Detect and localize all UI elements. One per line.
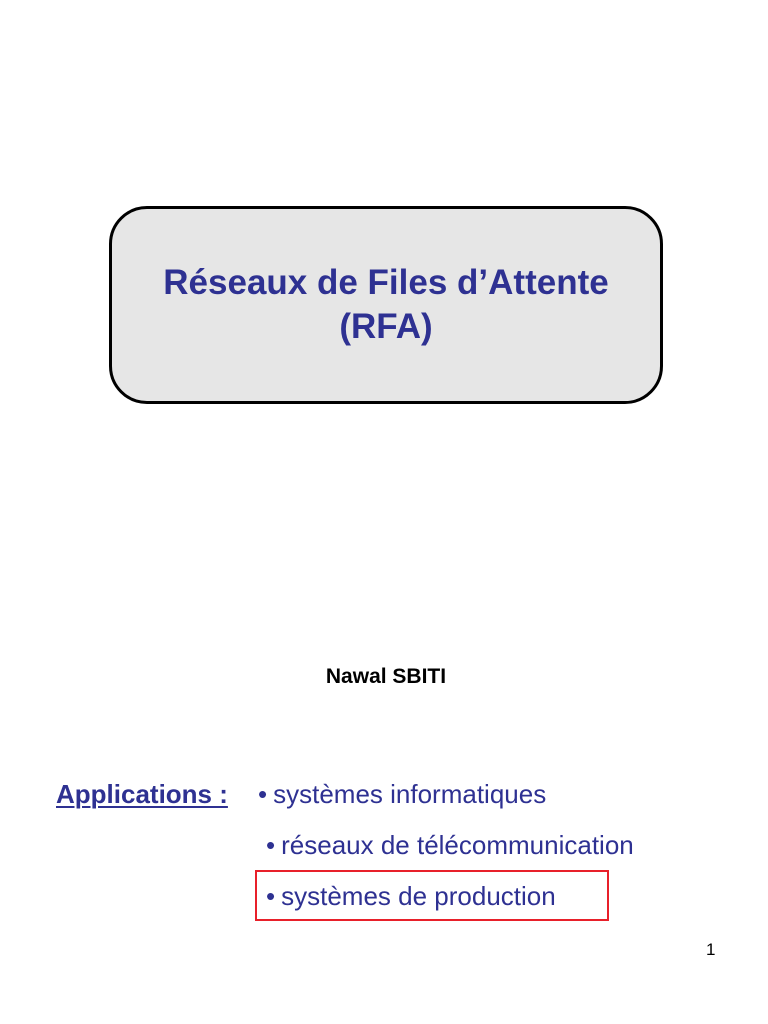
author-name: Nawal SBITI: [325, 665, 447, 688]
slide-title-line-2: (RFA): [339, 307, 433, 346]
application-item: [266, 829, 634, 861]
application-item: [258, 778, 546, 810]
application-item-label: systèmes de production: [281, 881, 556, 911]
application-item-highlighted: [266, 880, 556, 912]
slide-title-line-1: Réseaux de Files d’Attente: [163, 263, 609, 302]
title-box: [109, 206, 663, 404]
applications-label: Applications :: [56, 779, 228, 809]
page-number: 1: [706, 940, 716, 959]
bullet-icon: •: [266, 881, 276, 911]
application-item-label: réseaux de télécommunication: [281, 830, 634, 860]
bullet-icon: •: [258, 779, 268, 809]
bullet-icon: •: [266, 830, 276, 860]
application-item-label: systèmes informatiques: [273, 779, 547, 809]
